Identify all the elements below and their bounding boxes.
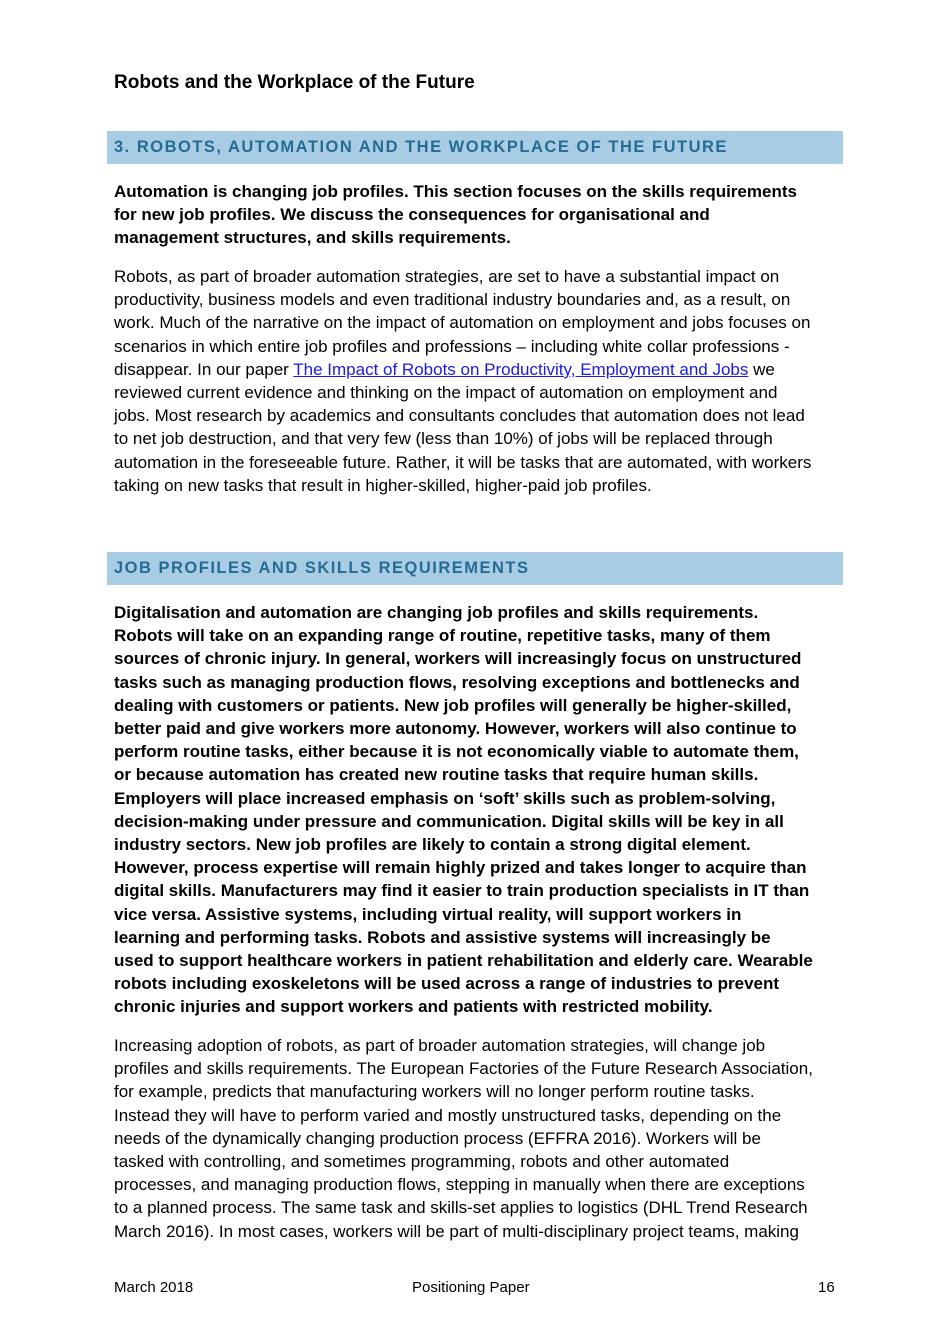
text-line: learning and performing tasks. Robots and assistive systems will increasingly be bbox=[114, 927, 771, 947]
skills-lead-paragraph bbox=[114, 601, 844, 1019]
text-line: used to support healthcare workers in patient rehabilitation and elderly care. Wearable bbox=[114, 951, 813, 971]
text-line: work. Much of the narrative on the impact of automation on employment and jobs focuses on bbox=[114, 313, 811, 333]
text-line: perform routine tasks, either because it is not economically viable to automate them, bbox=[114, 742, 799, 762]
text-line: Employers will place increased emphasis on ‘soft’ skills such as problem-solving, bbox=[114, 788, 776, 808]
text-line: or because automation has created new routine tasks that require human skills. bbox=[114, 765, 759, 785]
text-line: industry sectors. New job profiles are likely to contain a strong digital element. bbox=[114, 835, 751, 855]
text-line: However, process expertise will remain highly prized and takes longer to acquire than bbox=[114, 858, 807, 878]
link-line-prefix: disappear. In our paper bbox=[114, 359, 294, 379]
text-line: to net job destruction, and that very few (less than 10%) of jobs will be replaced through bbox=[114, 429, 773, 449]
text-line: Automation is changing job profiles. This section focuses on the skills requirements bbox=[114, 182, 797, 201]
running-title: Robots and the Workplace of the Future bbox=[114, 72, 475, 93]
text-line: for example, predicts that manufacturing workers will no longer perform routine tasks. bbox=[114, 1082, 755, 1102]
text-line: tasks such as managing production flows, resolving exceptions and bottlenecks and bbox=[114, 672, 800, 692]
text-line: chronic injuries and support workers and patients with restricted mobility. bbox=[114, 997, 713, 1017]
text-line: productivity, business models and even traditional industry boundaries and, as a result, on bbox=[114, 290, 791, 310]
footer-doc-type: Positioning Paper bbox=[412, 1279, 530, 1296]
text-line: robots including exoskeletons will be used across a range of industries to prevent bbox=[114, 974, 780, 994]
footer-page-number: 16 bbox=[818, 1279, 835, 1296]
paper-link[interactable]: The Impact of Robots on Productivity, Employment and Jobs bbox=[293, 359, 749, 379]
text-line: dealing with customers or patients. New job profiles will generally be higher-skilled, bbox=[114, 695, 792, 715]
intro-lead-paragraph bbox=[114, 180, 844, 250]
section-heading: 3. ROBOTS, AUTOMATION AND THE WORKPLACE OF THE FUTURE bbox=[114, 138, 728, 156]
text-line: for new job profiles. We discuss the consequences for organisational and bbox=[114, 205, 710, 225]
text-line: management structures, and skills requirements. bbox=[114, 228, 511, 248]
text-line: reviewed current evidence and thinking on the impact of automation on employment and bbox=[114, 383, 778, 403]
text-line: better paid and give workers more autonomy. However, workers will also continue to bbox=[114, 719, 797, 739]
text-line: Instead they will have to perform varied and mostly unstructured tasks, depending on the bbox=[114, 1105, 782, 1125]
text-line: decision-making under pressure and communication. Digital skills will be key in all bbox=[114, 811, 784, 831]
text-line: to a planned process. The same task and skills-set applies to logistics (DHL Trend Research bbox=[114, 1198, 808, 1218]
text-line: Robots, as part of broader automation strategies, are set to have a substantial impact on bbox=[114, 267, 780, 286]
text-line: Increasing adoption of robots, as part of broader automation strategies, will change job bbox=[114, 1036, 766, 1055]
text-line: Digitalisation and automation are changing job profiles and skills requirements. bbox=[114, 603, 759, 622]
text-line: automation in the foreseeable future. Rather, it will be tasks that are automated, with workers bbox=[114, 452, 812, 472]
text-line: Robots will take on an expanding range of routine, repetitive tasks, many of them bbox=[114, 626, 771, 646]
section-heading-bar bbox=[107, 131, 843, 164]
text-line: digital skills. Manufacturers may find it easier to train production specialists in IT than bbox=[114, 881, 810, 901]
text-line: tasked with controlling, and sometimes programming, robots and other automated bbox=[114, 1152, 730, 1172]
text-line: taking on new tasks that result in higher-skilled, higher-paid job profiles. bbox=[114, 475, 652, 495]
text-line: vice versa. Assistive systems, including virtual reality, will support workers in bbox=[114, 904, 742, 924]
text-line: needs of the dynamically changing production process (EFFRA 2016). Workers will be bbox=[114, 1128, 761, 1148]
subsection-heading: JOB PROFILES AND SKILLS REQUIREMENTS bbox=[114, 559, 530, 577]
text-line-with-link bbox=[114, 358, 844, 381]
text-line: scenarios in which entire job profiles and professions – including white collar professions - bbox=[114, 336, 790, 356]
text-line: processes, and managing production flows, stepping in manually when there are exceptions bbox=[114, 1175, 805, 1195]
text-line: sources of chronic injury. In general, workers will increasingly focus on unstructured bbox=[114, 649, 802, 669]
footer-date: March 2018 bbox=[114, 1279, 194, 1296]
text-line: jobs. Most research by academics and consultants concludes that automation does not lead bbox=[114, 406, 805, 426]
subsection-heading-bar bbox=[107, 552, 843, 585]
text-line: March 2016). In most cases, workers will be part of multi-disciplinary project teams, making bbox=[114, 1221, 799, 1241]
skills-body-paragraph bbox=[114, 1034, 844, 1243]
intro-body-paragraph bbox=[114, 265, 844, 497]
text-line: profiles and skills requirements. The European Factories of the Future Research Association, bbox=[114, 1059, 813, 1079]
link-line-suffix: we bbox=[748, 359, 775, 379]
